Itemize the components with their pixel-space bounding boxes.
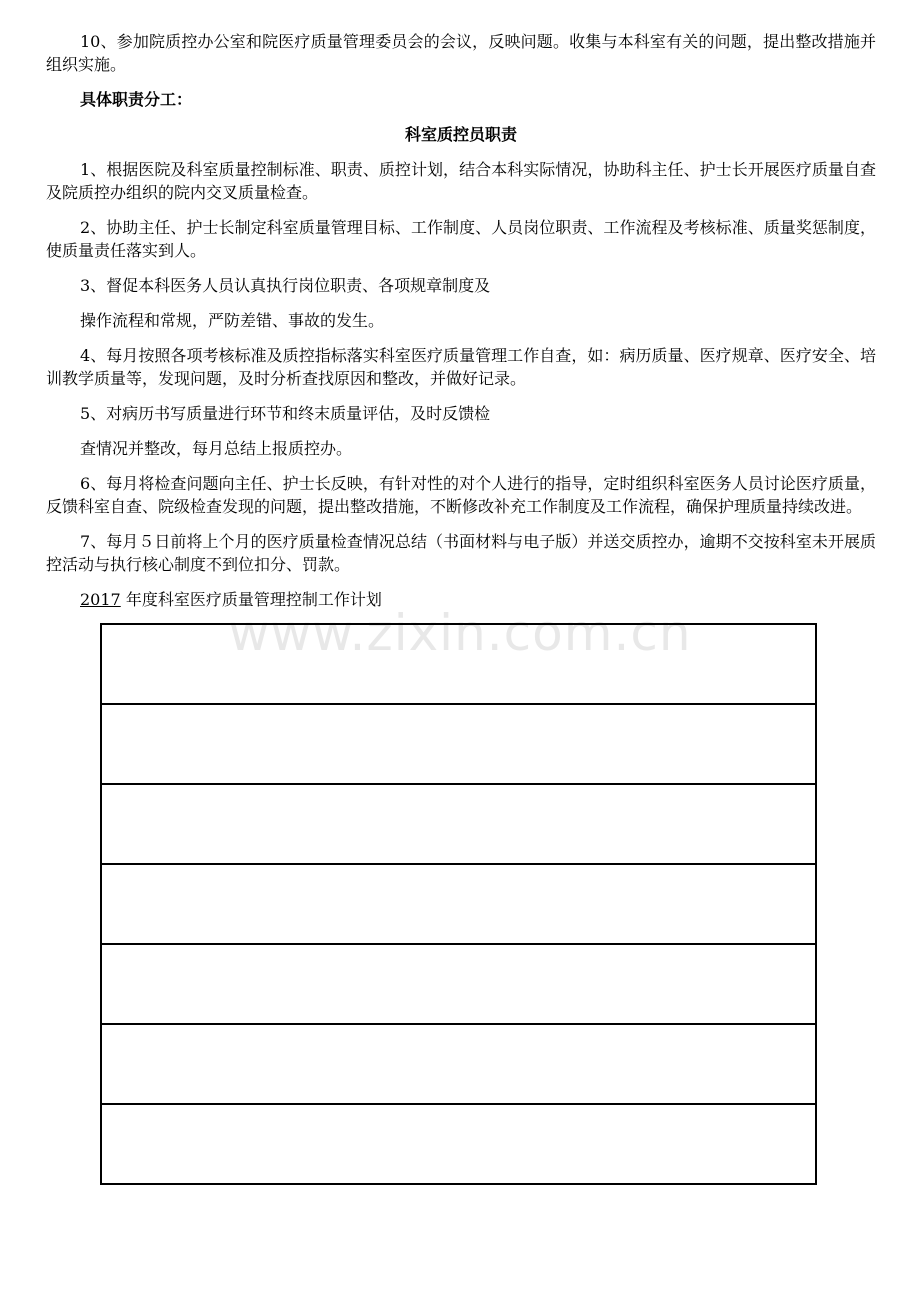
table-row bbox=[101, 864, 816, 944]
plan-title bbox=[46, 588, 876, 611]
duty-paragraph-3-continued: 操作流程和常规，严防差错、事故的发生。 bbox=[80, 311, 385, 330]
document-body bbox=[46, 30, 876, 611]
table-cell bbox=[101, 704, 816, 784]
plan-table bbox=[100, 623, 817, 1185]
duty-paragraph-7: 7、每月５日前将上个月的医疗质量检查情况总结（书面材料与电子版）并送交质控办，逾期不交按科室未开展质控活动与执行核心制度不到位扣分、罚款。 bbox=[46, 532, 876, 574]
duty-paragraph-6: 6、每月将检查问题向主任、护士长反映，有针对性的对个人进行的指导，定时组织科室医务人员讨论医疗质量，反馈科室自查、院级检查发现的问题，提出整改措施，不断修改补充工作制度及工作流程，确保护理质量持续改进。 bbox=[46, 474, 876, 516]
duties-title: 科室质控员职责 bbox=[404, 125, 517, 144]
duty-paragraph-5-continued: 查情况并整改，每月总结上报质控办。 bbox=[80, 439, 353, 458]
table-row bbox=[101, 944, 816, 1024]
watermark: www.zixin.com.cn bbox=[228, 604, 692, 662]
table-cell bbox=[101, 1104, 816, 1184]
duty-paragraph-1: 1、根据医院及科室质量控制标准、职责、质控计划，结合本科实际情况，协助科主任、护士长开展医疗质量自查及院质控办组织的院内交叉质量检查。 bbox=[46, 160, 876, 202]
table-row bbox=[101, 1024, 816, 1104]
plan-title-text: 年度科室医疗质量管理控制工作计划 bbox=[125, 590, 382, 609]
table-cell bbox=[101, 944, 816, 1024]
plan-year: 2017 bbox=[80, 590, 121, 609]
table-cell bbox=[101, 784, 816, 864]
table-row bbox=[101, 1104, 816, 1184]
table-row bbox=[101, 784, 816, 864]
duty-paragraph-5: 5、对病历书写质量进行环节和终末质量评估，及时反馈检 bbox=[80, 404, 491, 423]
table-cell bbox=[101, 624, 816, 704]
duty-paragraph-2: 2、协助主任、护士长制定科室质量管理目标、工作制度、人员岗位职责、工作流程及考核标准、质量奖惩制度，使质量责任落实到人。 bbox=[46, 218, 876, 260]
table-cell bbox=[101, 1024, 816, 1104]
section-heading: 具体职责分工： bbox=[80, 90, 193, 109]
table-row bbox=[101, 704, 816, 784]
duty-paragraph-4: 4、每月按照各项考核标准及质控指标落实科室医疗质量管理工作自查，如：病历质量、医疗规章、医疗安全、培训教学质量等，发现问题，及时分析查找原因和整改，并做好记录。 bbox=[46, 346, 876, 388]
item-10-paragraph: 10、参加院质控办公室和院医疗质量管理委员会的会议，反映问题。收集与本科室有关的问题，提出整改措施并组织实施。 bbox=[46, 32, 876, 74]
duty-paragraph-3: 3、督促本科医务人员认真执行岗位职责、各项规章制度及 bbox=[80, 276, 491, 295]
table-row bbox=[101, 624, 816, 704]
table-cell bbox=[101, 864, 816, 944]
